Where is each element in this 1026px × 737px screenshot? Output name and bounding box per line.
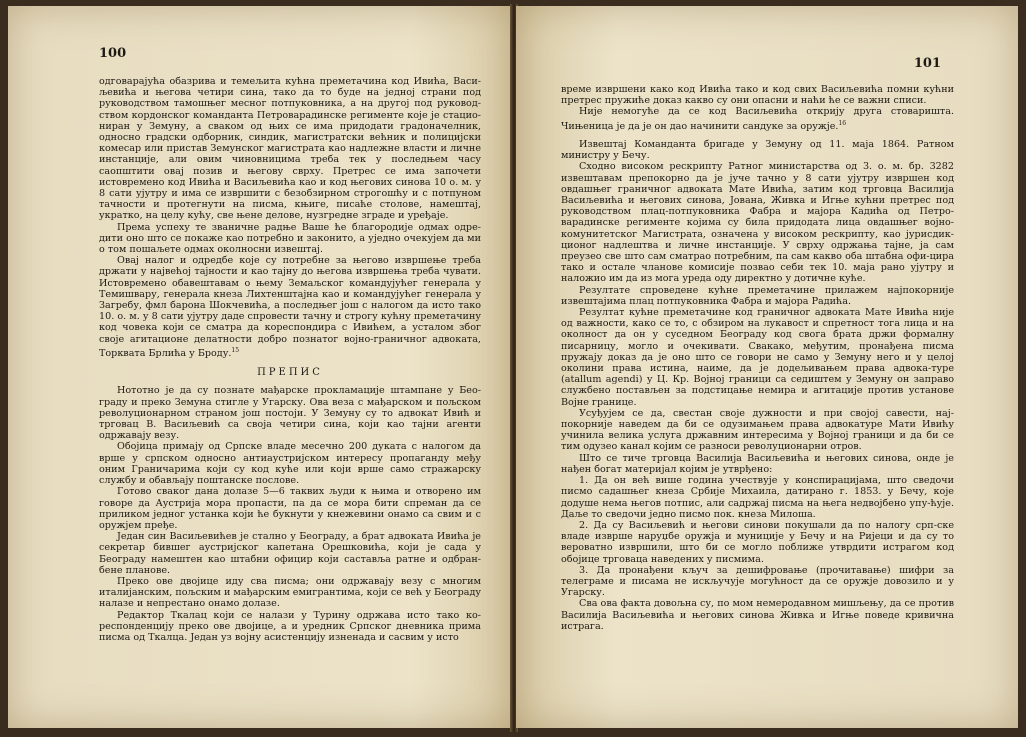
paragraph: Према успеху те званичне радње Ваше ће благородије одмах одре-дити оно што се покаже као потребно и законито, а уједно очекујем да ми о том пошаљете одмах околносни извештај. (99, 221, 481, 256)
paragraph: Сва ова факта довољна су, по мом немеродавном мишљењу, да се против Василија Васиљевића и његових синова Живка и Игње поведе кривична истрага. (561, 598, 954, 632)
left-page (8, 6, 513, 728)
paragraph: Један син Васиљевићев је стално у Београду, а брат адвоката Ивића је секретар бившег аустријског капетана Орешковића, који је сада у Београду намештен као штабни официр који саставља ратне и одбран-бене планове. (99, 531, 481, 576)
page-number-right: 101 (913, 56, 941, 71)
paragraph: Сходно високом рескрипту Ратног министарства од 3. о. м. бр. 3282 извештавам препокорно да је јуче тачно у 8 сати ујутру извршен код овдашњег граничног адвоката Мате Ивића, затим код трговца Василија Васиљевића и његових синова, Јована, Живка и Игње кућни претрес под руководством плац-потпуковника Фабра и мајора Кадића од Петро-варадинске регименте којима су била придодата лица овдашњег војно-комунитетског Магистрата, означена у високом рескрипту, као јурисдик-ционог надлештва и личне инстанције. У сврху одржања тајне, ја сам преузео све што сам сматрао потребним, па сам какво оба штабна офи-цира тако и остале чланове комисије позвао себи тек 10. маја рано ујутру и наложио им да из мога уреда оду директно у дотичне куће. (561, 161, 954, 285)
paragraph: Редактор Ткалац који се налази у Турину одржава исто тако ко-респонденцију преко ове двојице, а и уредник Српског дневника прима писма од Ткалца. Један уз војну асистенцију изненада и сасвим у исто (99, 609, 481, 643)
paragraph: 3. Да пронађени кључ за дешифровање (прочитавање) шифри за телеграме и писама не искључује могућност да се оружје довозило и у Угарску. (561, 564, 954, 599)
paragraph: време извршени како код Ивића тако и код свих Васиљевића помни кућни претрес пружиће доказ какво су они опасни и наћи ће се важни списи. (561, 84, 954, 107)
right-page-text (561, 84, 954, 632)
paragraph: Резултат кућне преметачине код граничног адвоката Мате Ивића није од важности, како се то, с обзиром на лукавост и спретност тога лица и на околност да он у суседном Београду код свога брата држи формалну писарницу, могло и очекивати. Свакако, међутим, пронађена писма пружају доказ да је оно што се говори не само у Земуну него и у целој околини права истина, наиме, да је додељивањем права адвока-туре (atallum agendi) у Ц. Кр. Војној граници са седиштем у Земуну он заправо службено постављен за подстицање немира и агитације против установе Војне границе. (561, 307, 954, 408)
paragraph: Резултате спроведене кућне преметачине прилажем најпокорније извештајима плац потпуковника Фабра и мајора Радића. (561, 284, 954, 307)
left-page-text (99, 76, 481, 643)
paragraph: Овај налог и одредбе које су потребне за његово извршење треба држати у највећој тајности и као тајну до његова извршења треба чувати. Истовремено обавештавам о њему Земаљског командујућег генерала у Темишвару, генерала кнеза Лихтенштајна као и командујућег генерала у Загребу, фмл барона Шокчевића, а последњег још с налогом да исто тако 10. о. м. у 8 сати ујутру даде спровести тачну и строгу кућну преметачину код човека који се сматра да кореспондира с Ивићем, а усталом због своје агитационе делатности добро познатог војно-граничног адвоката, Торквата Брлића у Броду.$^{15}$ (99, 255, 481, 360)
footnote-mark: 15 (231, 346, 240, 354)
paragraph: Преко ове двојице иду сва писма; они одржавају везу с многим италијанским, пољским и мађарским емигрантима, који се већ у Београду налазе и непрестано онамо долазе. (99, 575, 481, 610)
right-page (516, 6, 1018, 728)
report-heading: Извештај Команданта бригаде у Земуну од 11. маја 1864. Ратном министру у Бечу. (561, 139, 954, 162)
paragraph: Обојица примају од Српске владе месечно 200 дуката с налогом да врше у српском односно антиаустријском интересу пропаганду међу оним Граничарима који су код куће или који врше само стражарску службу и обављају поштанске послове. (99, 441, 481, 487)
paragraph: Није немогуће да се код Васиљевића открију друга стоваришта. Чињеница је да је он дао начинити сандуке за оружје.$^{16}$ (561, 106, 954, 132)
paragraph: Готово сваког дана долазе 5—6 таквих људи к њима и отворено им говоре да Аустрија мора пропасти, па да се мора бити спреман да се приликом једног устанка који ће букнути у кнежевини онамо са свим и с оружјем пређе. (99, 486, 481, 531)
paragraph: одговарајућа обазрива и темељита кућна преметачина код Ивића, Васи-љевића и његова четири сина, тако да то буде на једној страни под руководством тамошњег месног потпуковника, а на другој под руковод-ством кордонског команданта Петроварадинске регименте које је стацио-ниран у Земуну, а сваком од њих се има придодати градоначелник, односно градски одборник, синдик, магистратски већник и полицијски комесар или пристав Земунског магистрата као надлежне власти и личне инстанције, али овим чиновницима треба тек у последњем часу саопштити овај позив и његову сврху. Претрес се има започети истовремено код Ивића и Васиљевића као и код његових синова 10 о. м. у 8 сати ујутру и има се извршити с безобзирном строгошћу и с потпуном тачности и протегнути на писма, књиге, писаће столове, намештај, укратко, на целу кућу, све њене делове, нузгредне зграде и уређаје. (99, 76, 481, 222)
paragraph: 2. Да су Васиљевић и његови синови покушали да по налогу срп-ске владе изврше наруџбе оружја и муниције у Бечу и на Ријеци и да су то вероватно извршили, што би се могло поближе утврдити истрагом код обојице трговаца наведених у писмима. (561, 519, 954, 565)
paragraph: 1. Да он већ више година учествује у конспирацијама, што сведочи писмо садашњег кнеза Србије Михаила, датирано г. 1853. у Бечу, које додуше нема његов потпис, али садржај писма на њега недвојбено упу-ћује. Даље то сведочи једно писмо пок. кнеза Милоша. (561, 475, 954, 520)
footnote-mark: 16 (838, 119, 847, 127)
paragraph: Што се тиче трговца Василија Васиљевића и његових синова, онде је нађен богат материјал којим је утврђено: (561, 452, 954, 475)
page-number-left: 100 (99, 46, 127, 61)
paragraph: Нототно је да су познате мађарске прокламације штампане у Бео-граду и преко Земуна стигле у Угарску. Ова веза с мађарском и пољском револуционарном страном још постоји. У Земуну су то адвокат Ивић и трговац В. Васиљевић са своја четири сина, који као тајни агенти одржавају везу. (99, 385, 481, 442)
section-heading: ПРЕПИС (257, 367, 323, 379)
paragraph: Усуђујем се да, свестан своје дужности и при својој савести, нај-покорније наведем да би се одузимањем права адвокатуре Мати Ивићу учинила велика услуга државним интересима у Војној граници и да би се тим одузео канал којим се разноси револуционарни отров. (561, 407, 954, 453)
